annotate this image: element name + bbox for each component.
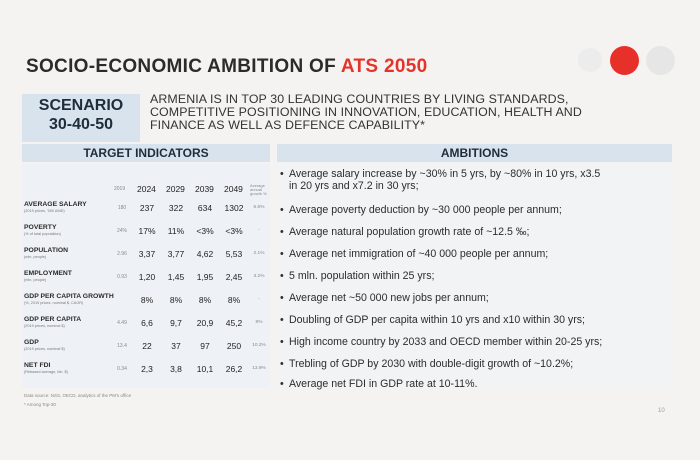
indicator-value: 10,1 [196,364,214,374]
bullet-icon: • [280,270,284,282]
indicator-label: AVERAGE SALARY [24,201,87,208]
indicator-value: 26,2 [225,364,243,374]
indicator-value: 1302 [224,203,244,213]
indicator-label: POPULATION [24,247,69,254]
indicator-value: 8% [140,295,154,305]
indicator-label: GDP [24,339,39,346]
scenario-text-line: ARMENIA IS IN TOP 30 LEADING COUNTRIES BY LIVING STANDARDS, [150,92,569,106]
bullet-icon: • [280,226,284,238]
indicator-growth: - [258,228,260,233]
scenario-line1: SCENARIO [38,97,124,114]
bullet-icon: • [280,168,284,180]
bullet-icon: • [280,204,284,216]
indicator-value: 37 [171,341,181,351]
year-col: 2049 [224,184,243,194]
indicator-value: 250 [226,341,242,351]
indicator-value: 8% [227,295,241,305]
indicator-base: 0.93 [117,274,127,280]
indicator-label: EMPLOYMENT [24,270,72,277]
bullet-icon: • [280,336,284,348]
indicator-value: 237 [139,203,155,213]
year-col: 2024 [137,184,156,194]
data-source-note: Data source: NSS, OECD, analytics of the PM's office [24,393,132,398]
indicator-value: 3,8 [170,364,182,374]
indicator-label: GDP PER CAPITA [24,316,82,323]
indicator-base: 2.96 [117,251,127,257]
bullet-icon: • [280,292,284,304]
indicator-growth: 13.9% [252,366,266,371]
year-col: 2039 [195,184,214,194]
bullet-icon: • [280,314,284,326]
year-base: 2019 [114,186,126,192]
indicator-growth: 8% [255,320,263,325]
indicator-label: POVERTY [24,224,57,231]
footnote: * Among Top-30 [24,402,56,407]
indicator-sub: (mln. people) [24,255,47,259]
indicator-value: 3,37 [138,249,156,259]
indicator-value: 6,6 [141,318,153,328]
indicator-sub: (% of total population) [24,232,61,236]
title-main: SOCIO-ECONOMIC AMBITION OF [26,56,341,77]
indicator-value: 1,95 [196,272,214,282]
indicator-growth: 10.2% [252,343,266,348]
indicator-value: 1,20 [138,272,156,282]
indicator-sub: (mln. people) [24,278,47,282]
indicator-base: 4.49 [117,320,127,326]
indicator-sub: (%, 2019 prices, nominal $, CAGR) [24,301,84,305]
slide: SOCIO-ECONOMIC AMBITION OF ATS 2050 SCENARIO 30-40-50 ARMENIA IS IN TOP 30 LEADING COUNTRIES BY LIVING STANDARDS, COMPETITIVE POSITIONING IN INNOVATION, EDUCATION, HEALTH AND FINANCE AS WELL AS DEFENCE CAPABILITY* TARGET INDICATORS AMBITIONS 2019 2024 2029 2039 2049 Average annual growth % AVERAGE SALARY (2019 prices, '000 AMD) 180 237 322 634 1302 6.6% POVERTY (% of total population) 24% 17% 11% <3% <3% - POPULATION (mln. people) 2.96 3,37 3,77 4,62 5,53 2.1% EMPLOYMENT (mln. people) 0.93 1,20 1,45 1,95 2,45 3.2% GDP PER CAPITA GROWTH (%, 2019 prices, nominal $, CAGR) 8% 8% 8% 8% - GDP PER CAPITA (2019 prices, nominal $) 4.49 6,6 9,7 20,9 45,2 8% GDP (2019 prices, nominal $) 13.4 22 37 97 250 10.2% NET FDI (Rebased average, bln. $) 0.34 2,3 3,8 10,1 26,2 13.9% • Average salary increase by ~30% in 5 yrs, by ~80% in 10 yrs, x3.5 in 20 yrs and x7.2 in 30 yrs; • Average poverty deduction by ~30 000 people per annum; • Average natural population growth rate of ~12.5 ‰; • Average net immigration of ~40 000 people per annum; • 5 mln. population within 25 yrs; • Average net ~50 000 new jobs per annum; • Doubling of GDP per capita within 10 yrs and x10 within 30 yrs; • High income country by 2033 and OECD member within 20-25 yrs; • Trebling of GDP by 2030 with double-digit growth of ~10.2%; • Average net FDI in GDP rate at 10-11%. Data source: NSS, OECD, analytics of the PM's office * Among Top-30 10 [0,0,700,460]
scenario-text-line: COMPETITIVE POSITIONING IN INNOVATION, EDUCATION, HEALTH AND [150,105,582,119]
indicator-value: 5,53 [225,249,243,259]
indicator-label: NET FDI [24,362,51,369]
indicator-row [24,270,270,292]
indicator-sub: (2019 prices, nominal $) [24,324,65,328]
indicator-growth: 3.2% [253,274,265,279]
indicator-value: 634 [197,203,213,213]
indicator-value: 22 [142,341,152,351]
page-number: 10 [658,408,665,414]
indicator-value: 2,3 [141,364,153,374]
indicator-value: 97 [200,341,210,351]
indicator-growth: - [258,297,260,302]
indicator-row [24,224,270,246]
indicator-sub: (2019 prices, '000 AMD) [24,209,65,213]
ambitions-header: AMBITIONS [277,144,672,162]
indicator-row [24,247,270,269]
growth-col-header: Average annual growth % [250,183,267,196]
indicator-growth: 2.1% [253,251,265,256]
indicator-row [24,339,270,361]
title-accent: ATS 2050 [340,56,428,77]
indicator-base: 180 [117,205,127,211]
indicator-value: 9,7 [170,318,182,328]
scenario-line2: 30-40-50 [48,116,114,133]
scenario-description [150,93,670,132]
indicator-base: 13.4 [117,343,127,349]
indicator-base: 24% [116,228,127,234]
indicator-row [24,316,270,338]
indicator-value: <3% [225,226,243,236]
indicator-value: 3,77 [167,249,185,259]
indicator-label: GDP PER CAPITA GROWTH [24,293,114,300]
indicator-sub: (2019 prices, nominal $) [24,347,65,351]
indicator-row [24,293,270,315]
indicator-value: <3% [196,226,214,236]
indicator-growth: 6.6% [253,205,265,210]
scenario-text-line: FINANCE AS WELL AS DEFENCE CAPABILITY* [150,118,426,132]
indicator-value: 2,45 [225,272,243,282]
indicator-sub: (Rebased average, bln. $) [24,370,68,374]
indicator-value: 11% [167,226,185,236]
indicator-value: 8% [198,295,212,305]
bullet-icon: • [280,358,284,370]
bullet-icon: • [280,248,284,260]
decor-dot-left [578,48,602,72]
indicator-value: 4,62 [196,249,214,259]
indicator-row [24,362,270,384]
year-col: 2029 [166,184,185,194]
target-indicators-header: TARGET INDICATORS [22,144,270,162]
indicator-value: 45,2 [225,318,243,328]
decor-dot-red [610,46,639,75]
indicator-value: 1,45 [167,272,185,282]
indicator-value: 20,9 [196,318,214,328]
decor-dot-gray [646,46,675,75]
indicator-value: 17% [138,226,156,236]
bullet-icon: • [280,378,284,390]
scenario-box [22,94,140,142]
indicator-base: 0.34 [117,366,127,372]
slide-title [26,56,427,78]
indicator-value: 322 [168,203,184,213]
indicator-value: 8% [169,295,183,305]
indicator-row [24,201,270,223]
